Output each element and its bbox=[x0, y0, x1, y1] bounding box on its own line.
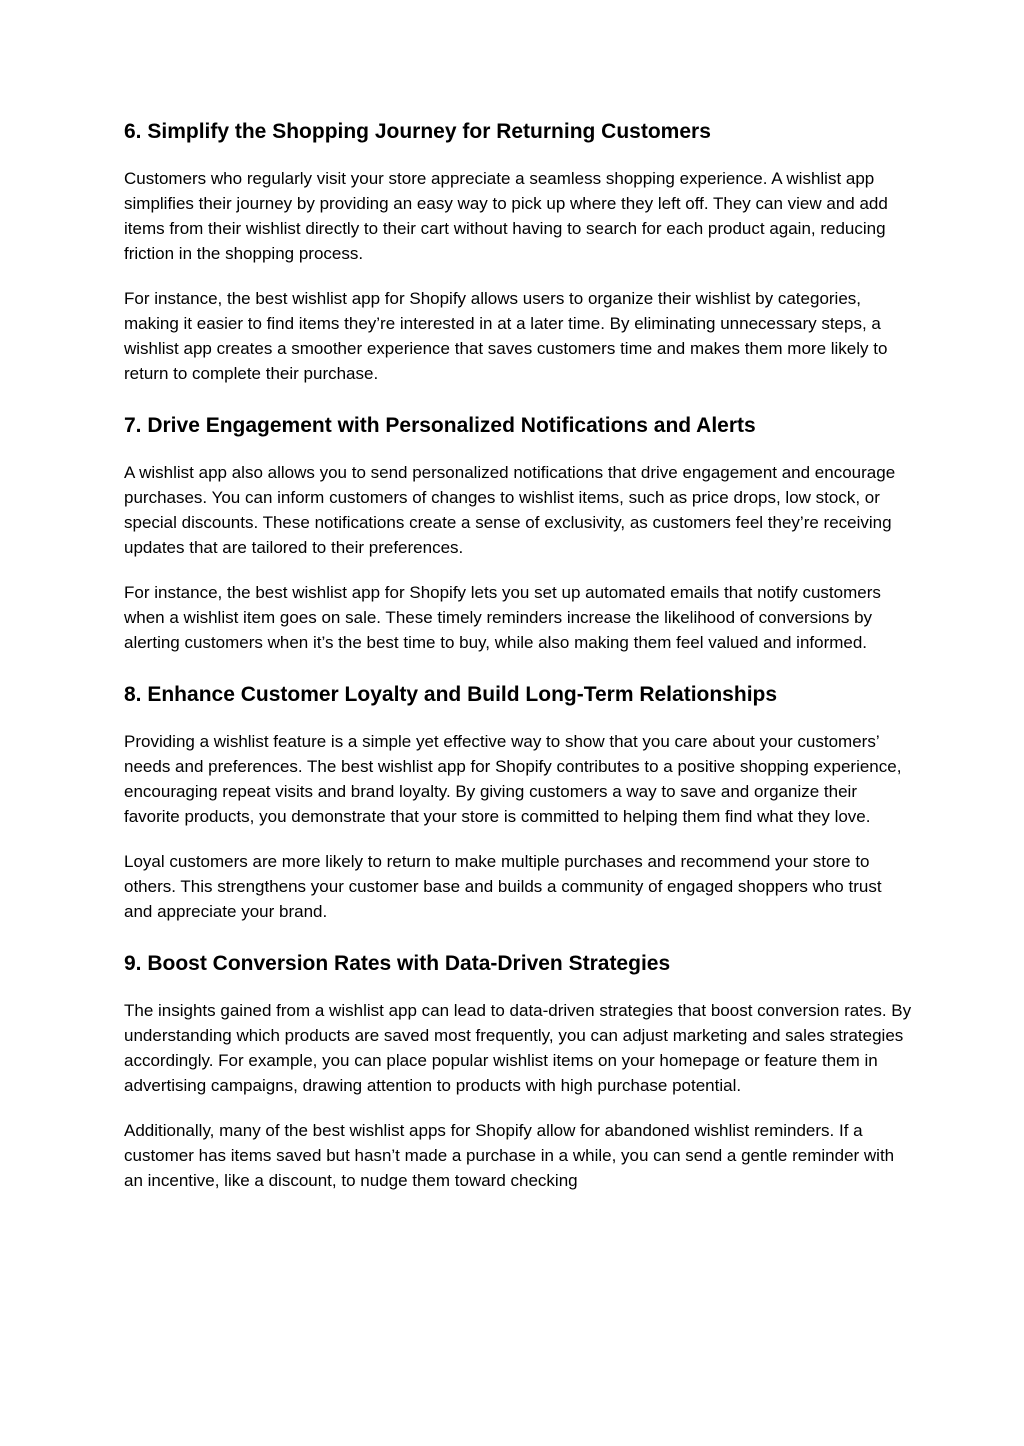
paragraph: Customers who regularly visit your store appreciate a seamless shopping experience. A wishlist app simplifies their journey by providing an easy way to pick up where they left off. They can view and add items from their wishlist directly to their cart without having to search for each product again, reducing friction in the shopping process. bbox=[124, 169, 888, 263]
paragraph: Providing a wishlist feature is a simple yet effective way to show that you care about your customers’ needs and preferences. The best wishlist app for Shopify contributes to a positive shopping experience, encouraging repeat visits and brand loyalty. By giving customers a way to save and organize their favorite products, you demonstrate that your store is committed to helping them find what they love. bbox=[124, 732, 902, 826]
paragraph: For instance, the best wishlist app for Shopify allows users to organize their wishlist by categories, making it easier to find items they’re interested in at a later time. By eliminating unnecessary steps, a wishlist app creates a smoother experience that saves customers time and makes them more likely to return to complete their purchase. bbox=[124, 289, 888, 383]
section-heading: 7. Drive Engagement with Personalized Notifications and Alerts bbox=[124, 414, 756, 437]
document-page bbox=[124, 118, 914, 1193]
paragraph: The insights gained from a wishlist app can lead to data-driven strategies that boost conversion rates. By understanding which products are saved most frequently, you can adjust marketing and sales strategies accordingly. For example, you can place popular wishlist items on your homepage or feature them in advertising campaigns, drawing attention to products with high purchase potential. bbox=[124, 1001, 912, 1095]
paragraph: Loyal customers are more likely to return to make multiple purchases and recommend your store to others. This strengthens your customer base and builds a community of engaged shoppers who trust and appreciate your brand. bbox=[124, 852, 882, 921]
paragraph: A wishlist app also allows you to send personalized notifications that drive engagement and encourage purchases. You can inform customers of changes to wishlist items, such as price drops, low stock, or special discounts. These notifications create a sense of exclusivity, as customers feel they’re receiving updates that are tailored to their preferences. bbox=[124, 463, 896, 557]
paragraph: For instance, the best wishlist app for Shopify lets you set up automated emails that notify customers when a wishlist item goes on sale. These timely reminders increase the likelihood of conversions by alerting customers when it’s the best time to buy, while also making them feel valued and informed. bbox=[124, 583, 881, 652]
section-heading: 9. Boost Conversion Rates with Data-Driven Strategies bbox=[124, 952, 671, 975]
section-9 bbox=[124, 950, 914, 1193]
paragraph: Additionally, many of the best wishlist apps for Shopify allow for abandoned wishlist reminders. If a customer has items saved but hasn’t made a purchase in a while, you can send a gentle reminder with an incentive, like a discount, to nudge them toward checking bbox=[124, 1121, 895, 1190]
section-7 bbox=[124, 412, 914, 655]
section-6 bbox=[124, 118, 914, 386]
section-heading: 6. Simplify the Shopping Journey for Returning Customers bbox=[124, 120, 711, 143]
section-8 bbox=[124, 681, 914, 924]
section-heading: 8. Enhance Customer Loyalty and Build Long-Term Relationships bbox=[124, 683, 778, 706]
